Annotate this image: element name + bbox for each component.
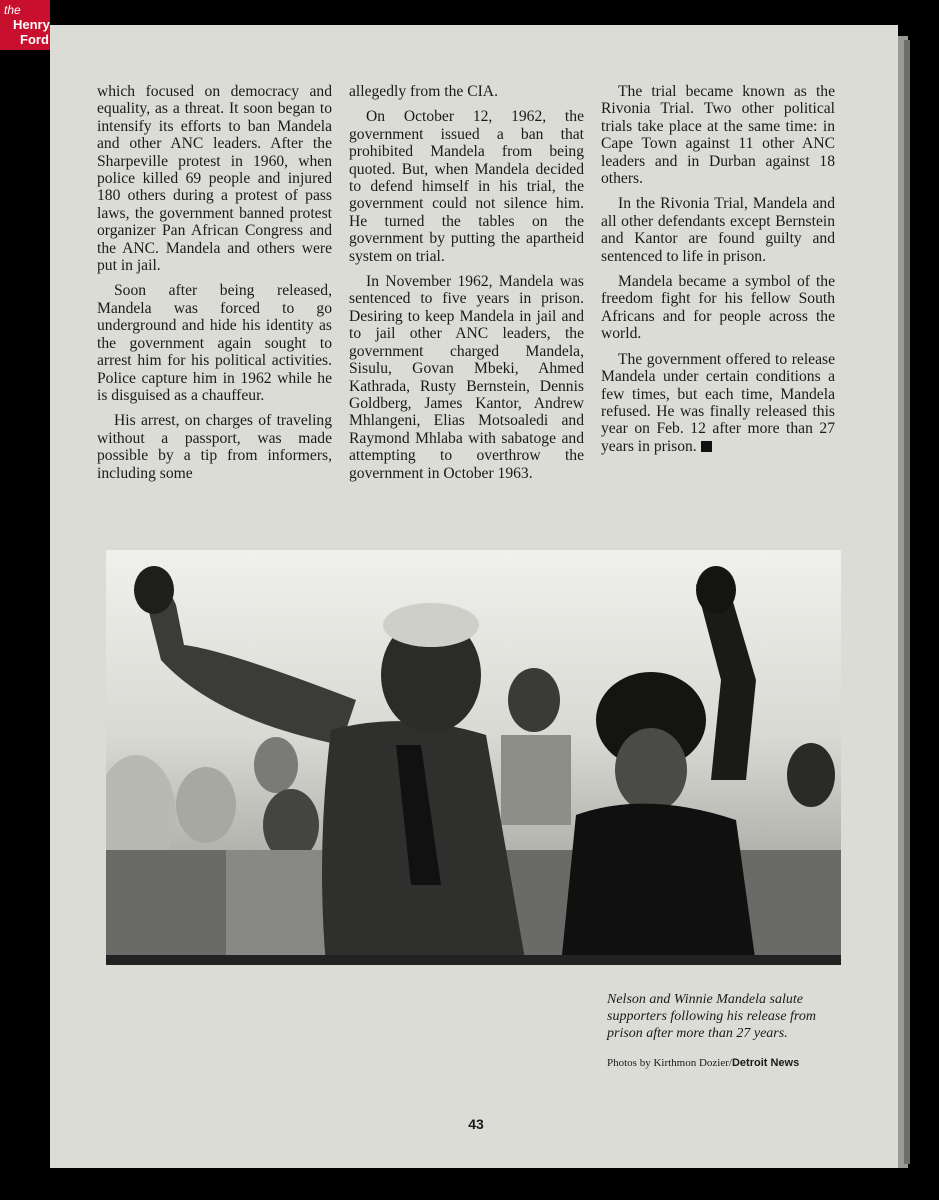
- magazine-page: [50, 25, 898, 1168]
- photo-illustration: [106, 550, 841, 965]
- paragraph: The trial became known as the Rivonia Trial. Two other political trials take place at the same time: in Cape Town against 11 other ANC leaders and in Durban against 18 others.: [601, 83, 835, 188]
- paragraph: Soon after being released, Mandela was forced to go underground and hide his identity as the government again sought to arrest him for his political activities. Police capture him in 1962 while he is disguised as a chauffeur.: [97, 282, 332, 404]
- photo-caption: Nelson and Winnie Mandela salute supporters following his release from prison after more than 27 years.: [607, 992, 816, 1041]
- text-column-1: [97, 83, 332, 490]
- text-column-2: [349, 83, 584, 490]
- logo-line-1: the: [4, 3, 21, 17]
- paragraph: Mandela became a symbol of the freedom fight for his fellow South Africans and for people across the world.: [601, 273, 835, 343]
- logo-line-3: Ford: [20, 32, 49, 47]
- credit-prefix: Photos by Kirthmon Dozier/: [607, 1057, 732, 1069]
- text-column-3: [601, 83, 835, 463]
- paragraph: In November 1962, Mandela was sentenced to five years in prison. Desiring to keep Mandela in jail and to jail other ANC leaders, the government charged Mandela, Sisulu, Govan Mbeki, Ahmed Kathrada, Rusty Bernstein, Dennis Goldberg, James Kantor, Andrew Mhlangeni, Elias Motsoaledi and Raymond Mhlaba with sabatoge and attempting to overthrow the government in October 1963.: [349, 273, 584, 482]
- page-edge-shadow: [904, 40, 910, 1164]
- paragraph-final: [601, 351, 835, 455]
- page-number: 43: [468, 1116, 484, 1132]
- mandela-photo: [106, 550, 841, 965]
- photo-credit: [607, 1057, 847, 1070]
- paragraph-text: The government offered to release Mandela under certain conditions a few times, but each time, Mandela refused. He was finally released this year on Feb. 12 after more than 27 years in prison.: [601, 350, 835, 455]
- paragraph: allegedly from the CIA.: [349, 83, 498, 100]
- paragraph: which focused on democracy and equality, as a threat. It soon began to intensify its efforts to ban Mandela and other ANC leaders. After the Sharpeville protest in 1960, when police killed 69 people and injured 180 others during a protest of pass laws, the government banned protest organizer Pan African Congress and the ANC. Mandela and others were put in jail.: [97, 83, 332, 275]
- paragraph: In the Rivonia Trial, Mandela and all other defendants except Bernstein and Kantor are found guilty and sentenced to life in prison.: [601, 195, 835, 265]
- paragraph: His arrest, on charges of traveling without a passport, was made possible by a tip from informers, including some: [97, 412, 332, 482]
- henry-ford-logo: [0, 0, 50, 50]
- end-mark-icon: [701, 441, 712, 452]
- logo-line-2: Henry: [13, 17, 50, 32]
- paragraph: On October 12, 1962, the government issued a ban that prohibited Mandela from being quoted. But, when Mandela decided to defend himself in his trial, the government could not silence him. He turned the tables on the government by putting the apartheid system on trial.: [349, 108, 584, 265]
- credit-source: Detroit News: [731, 1057, 800, 1069]
